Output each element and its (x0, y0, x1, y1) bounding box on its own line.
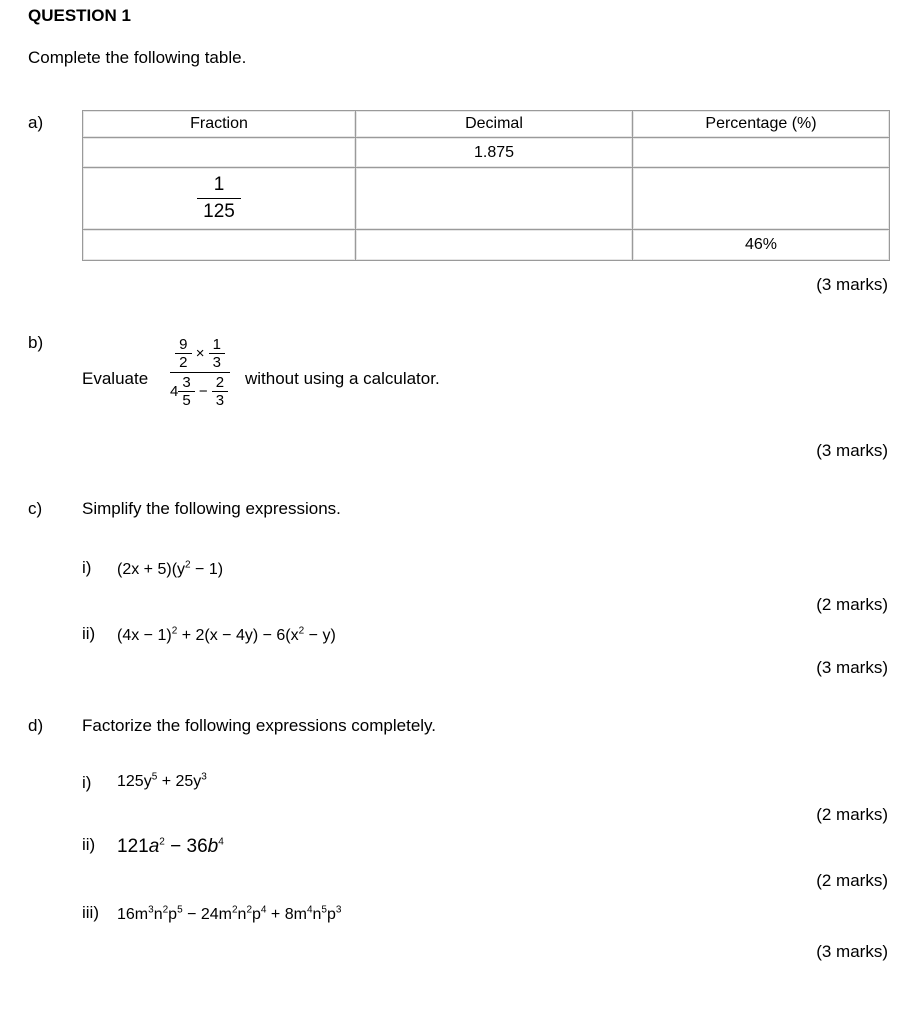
part-d-i-expression: $125y^5 + 25y^3$ (117, 771, 207, 790)
expr-f2-num: 1 (212, 336, 221, 353)
part-b-marks: (3 marks) (816, 441, 888, 460)
part-d-iii-label: iii) (82, 903, 99, 922)
part-c-i-marks: (2 marks) (816, 595, 888, 614)
fraction-value (197, 172, 241, 225)
cell-fraction[interactable] (83, 138, 356, 168)
part-d-iii-marks: (3 marks) (816, 942, 888, 961)
table-row (83, 230, 890, 261)
expr-op-minus: − (198, 383, 208, 400)
cell-decimal[interactable] (356, 168, 633, 230)
expr-f2-den: 3 (209, 353, 225, 371)
part-d-ii-expression: $121a^2 - 36b^4$ (117, 836, 224, 857)
cell-fraction[interactable] (83, 230, 356, 261)
part-c-i-expression: $(2x + 5)(y^2 - 1)$ (117, 559, 224, 578)
instruction-text: Complete the following table. (28, 48, 247, 67)
part-d-label: d) (28, 716, 44, 735)
cell-decimal[interactable] (356, 230, 633, 261)
part-c-ii-label: ii) (82, 624, 96, 643)
cell-fraction[interactable] (83, 168, 356, 230)
expr-f4-den: 3 (212, 391, 228, 409)
part-d-iii-expression: $16m^3n^2p^5 - 24m^2n^2p^4 + 8m^4n^5p^3$ (117, 904, 342, 923)
conversion-table (82, 110, 890, 261)
part-a-marks: (3 marks) (816, 275, 888, 294)
expr-f4-num: 2 (215, 374, 225, 391)
table-row (83, 138, 890, 168)
part-a-label: a) (28, 113, 44, 132)
part-d-i-label: i) (82, 773, 92, 792)
part-c-text: Simplify the following expressions. (82, 499, 341, 518)
cell-percentage[interactable] (633, 168, 890, 230)
expr-whole: 4 (170, 383, 179, 400)
question-title: QUESTION 1 (28, 6, 131, 25)
part-d-text: Factorize the following expressions completely. (82, 716, 437, 735)
cell-decimal[interactable]: 1.875 (356, 138, 633, 168)
header-percentage: Percentage (%) (633, 111, 890, 138)
fraction-denominator: 125 (197, 198, 241, 225)
part-c-label: c) (28, 499, 43, 518)
part-d-ii-marks: (2 marks) (816, 871, 888, 890)
part-d-i-marks: (2 marks) (816, 805, 888, 824)
fraction-numerator: 1 (213, 174, 225, 195)
part-b-expression (170, 336, 230, 409)
part-c-ii-marks: (3 marks) (816, 658, 888, 677)
part-d-ii-label: ii) (82, 835, 96, 854)
expr-f3-den: 5 (178, 391, 194, 409)
part-b-suffix: without using a calculator. (245, 369, 440, 388)
header-decimal: Decimal (356, 111, 633, 138)
table-header-row (83, 111, 890, 138)
expr-f3-num: 3 (182, 374, 191, 391)
part-b-label: b) (28, 333, 44, 352)
part-c-i-label: i) (82, 558, 92, 577)
part-b-prefix: Evaluate (82, 369, 149, 388)
part-c-ii-expression: $(4x - 1)^2 + 2(x - 4y) - 6(x^2 - y)$ (117, 625, 336, 644)
expr-op-multiply: × (195, 345, 205, 362)
cell-percentage[interactable] (633, 138, 890, 168)
table-row (83, 168, 890, 230)
header-fraction: Fraction (83, 111, 356, 138)
expr-f1-num: 9 (179, 336, 188, 353)
cell-percentage[interactable]: 46% (633, 230, 890, 261)
expr-f1-den: 2 (175, 353, 191, 371)
